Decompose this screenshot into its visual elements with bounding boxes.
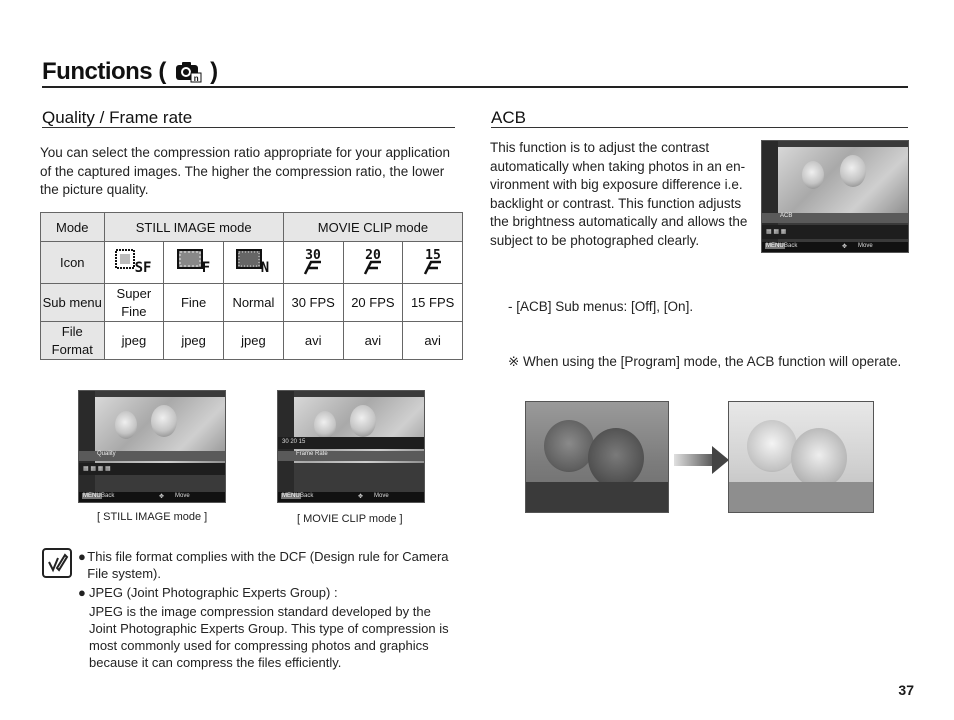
30fps-icon: [283, 242, 343, 284]
page-number: 37: [898, 682, 914, 698]
quality-table: [40, 212, 463, 360]
notes: [78, 548, 458, 671]
acb-screen: [761, 140, 909, 253]
screen-footer: MENU Back ✥ Move: [79, 492, 225, 502]
table-row-label: Sub menu: [41, 284, 105, 322]
screen-menu-label: Quality: [79, 451, 225, 461]
arrow-icon: [674, 446, 730, 479]
table-cell: Super Fine: [104, 284, 164, 322]
still-mode-screen: [78, 390, 226, 503]
table-cell: jpeg: [164, 322, 224, 360]
table-row-label: File Format: [41, 322, 105, 360]
table-cell: Normal: [223, 284, 283, 322]
screen-face: [350, 405, 376, 437]
screen-face: [151, 405, 177, 437]
note-icon: [42, 548, 72, 583]
movie-mode-screen: [277, 390, 425, 503]
movie-mode-caption: [ MOVIE CLIP mode ]: [297, 513, 403, 525]
svg-text:N: N: [261, 260, 270, 275]
quality-heading-rule: [42, 127, 455, 128]
svg-text:SF: SF: [134, 260, 152, 275]
svg-text:n: n: [193, 74, 199, 83]
note-item: ● JPEG (Joint Photographic Experts Group) :: [78, 585, 338, 600]
acb-after-photo: [728, 401, 874, 513]
screen-face: [115, 411, 137, 439]
screen-face: [802, 161, 824, 189]
screen-menu-label: ACB: [762, 213, 908, 223]
table-cell: avi: [403, 322, 463, 360]
screen-menu-label: Frame Rate: [278, 451, 424, 461]
table-header-mode: Mode: [41, 213, 105, 242]
acb-heading: ACB: [491, 108, 526, 127]
screen-face: [840, 155, 866, 187]
table-header-still: STILL IMAGE mode: [104, 213, 283, 242]
acb-heading-rule: [491, 127, 908, 128]
20fps-icon: [343, 242, 403, 284]
page-title: Functions ( n ): [42, 58, 218, 90]
super-fine-icon: [104, 242, 164, 284]
screen-sidebar: [79, 391, 95, 502]
quality-intro: You can select the compression ratio appropriate for your application of the captured images. The higher the compression ratio, the lower the picture quality.: [40, 145, 450, 197]
acb-note: ※ When using the [Program] mode, the ACB function will operate.: [508, 354, 902, 369]
svg-text:20: 20: [365, 248, 381, 263]
fine-icon: [164, 242, 224, 284]
screen-option-strip: 30 20 15: [278, 437, 424, 449]
table-row-format: [41, 322, 463, 360]
acb-submenus: - [ACB] Sub menus: [Off], [On].: [508, 299, 694, 314]
table-cell: 20 FPS: [343, 284, 403, 322]
acb-before-photo: [525, 401, 669, 513]
screen-option-strip: ▦ ▦ ▦ ▦: [79, 463, 225, 475]
screen-footer: MENU Back ✥ Move: [762, 242, 908, 252]
svg-text:F: F: [201, 260, 210, 275]
still-mode-caption: [ STILL IMAGE mode ]: [97, 511, 208, 523]
table-cell: avi: [343, 322, 403, 360]
svg-text:15: 15: [424, 248, 441, 263]
table-cell: Fine: [164, 284, 224, 322]
table-header-row: [41, 213, 463, 242]
screen-face: [314, 411, 336, 439]
title-divider: [42, 86, 908, 88]
table-cell: 15 FPS: [403, 284, 463, 322]
table-row-label: Icon: [41, 242, 105, 284]
table-row-icon: [41, 242, 463, 284]
table-cell: jpeg: [223, 322, 283, 360]
acb-description: This function is to adjust the contrast automatically when taking photos in an en-vironment with big exposure difference i.e. backlight or contrast. This function adjusts the brightness automatically and allows the subject to be photographed clearly.: [490, 140, 748, 248]
table-cell: 30 FPS: [283, 284, 343, 322]
note-item: ● This file format complies with the DCF (Design rule for Camera File system).: [78, 549, 449, 581]
table-cell: avi: [283, 322, 343, 360]
note-item-body: JPEG is the image compression standard developed by the Joint Photographic Experts Group. This type of compression is most commonly used for compressing photos and graphics because it can compress the files efficiently.: [89, 604, 449, 670]
15fps-icon: [403, 242, 463, 284]
svg-text:30: 30: [305, 248, 321, 263]
table-cell: jpeg: [104, 322, 164, 360]
screen-option-strip: ▦ ▦ ▦: [762, 225, 908, 239]
screen-footer: MENU Back ✥ Move: [278, 492, 424, 502]
normal-icon: [223, 242, 283, 284]
table-header-movie: MOVIE CLIP mode: [283, 213, 462, 242]
table-row-submenu: [41, 284, 463, 322]
quality-heading: Quality / Frame rate: [42, 108, 193, 127]
